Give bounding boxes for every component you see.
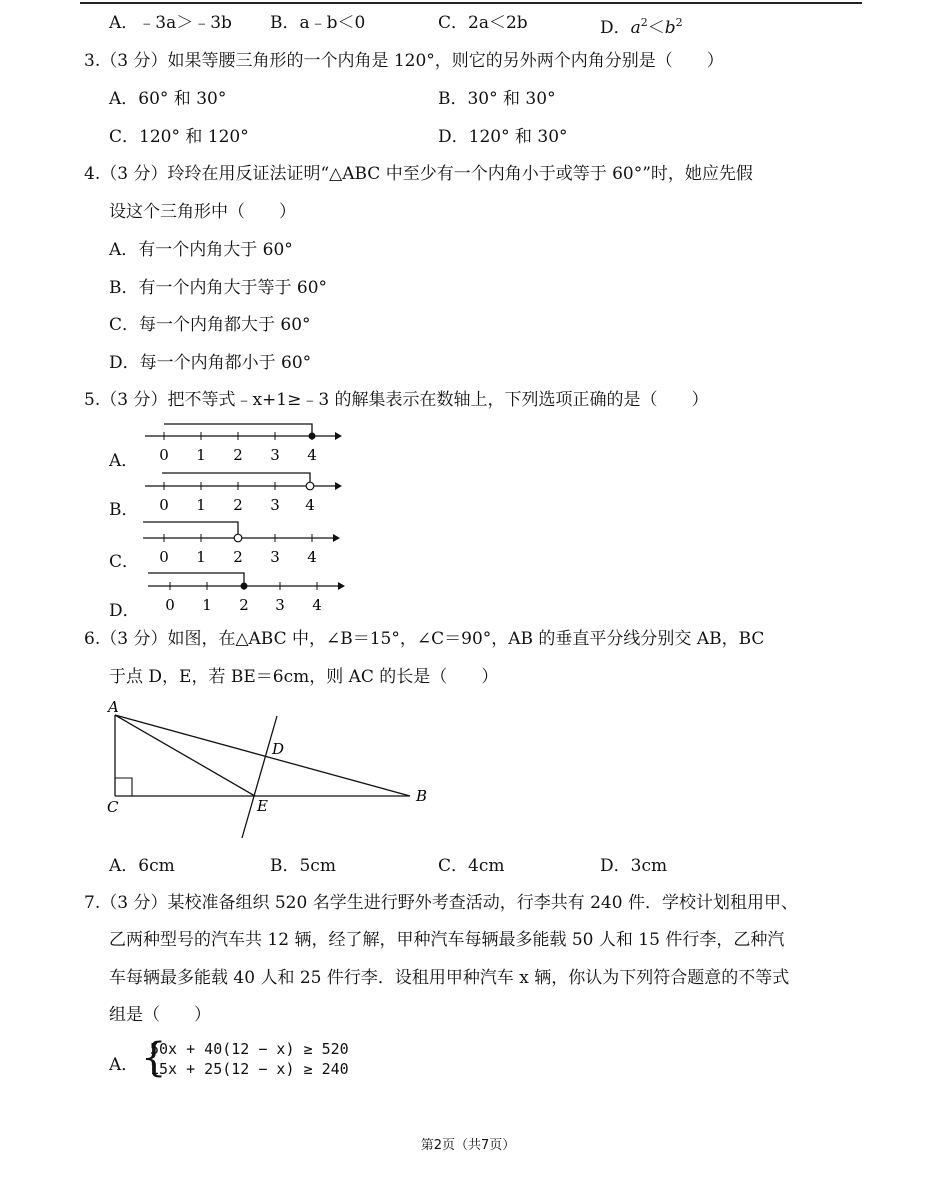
tick-label: 1 bbox=[202, 596, 212, 614]
q7-option-a-inequality-1: 50x + 40(12 − x) ≥ 520 bbox=[150, 1040, 349, 1058]
tick-label: 4 bbox=[305, 496, 315, 514]
q6-option-b: B．5cm bbox=[270, 856, 336, 876]
tick-label: 2 bbox=[239, 596, 249, 614]
q5-option-b-label: B． bbox=[109, 500, 139, 520]
q7-option-a-label: A． bbox=[109, 1055, 139, 1075]
q4-option-d: D．每一个内角都小于 60° bbox=[109, 353, 312, 373]
q2-option-c: C．2a＜2b bbox=[438, 13, 528, 33]
tick-label: 1 bbox=[196, 496, 206, 514]
q2-option-a: A．﹣3a＞﹣3b bbox=[109, 13, 232, 33]
q5-option-c-label: C． bbox=[109, 552, 140, 572]
tick-label: 0 bbox=[159, 446, 169, 464]
tick-label: 2 bbox=[233, 496, 243, 514]
q3-option-d: D．120° 和 30° bbox=[438, 127, 568, 147]
q6-stem-line2: 于点 D，E，若 BE＝6cm，则 AC 的长是（ ） bbox=[109, 667, 499, 687]
q4-option-a: A．有一个内角大于 60° bbox=[109, 240, 293, 260]
brace-icon: { bbox=[141, 1035, 167, 1081]
q5-number-line-d bbox=[140, 568, 345, 616]
tick-label: 0 bbox=[159, 548, 169, 566]
tick-label: 3 bbox=[275, 596, 285, 614]
point-label-d: D bbox=[272, 740, 285, 758]
tick-label: 1 bbox=[196, 548, 206, 566]
q6-option-c: C．4cm bbox=[438, 856, 505, 876]
tick-label: 4 bbox=[307, 446, 317, 464]
q5-number-line-b bbox=[140, 468, 340, 516]
q5-number-line-c bbox=[140, 520, 340, 568]
q7-stem-line2: 乙两种型号的汽车共 12 辆，经了解，甲种汽车每辆最多能载 50 人和 15 件行李，乙种汽 bbox=[109, 930, 785, 950]
q5-option-a-label: A． bbox=[109, 451, 139, 471]
q5-number-line-a bbox=[140, 418, 340, 466]
q2-option-d: D．$a^2<b^2$ bbox=[600, 16, 683, 38]
q5-option-d-label: D． bbox=[109, 601, 140, 621]
q4-stem-line1: 4.（3 分）玲玲在用反证法证明“△ABC 中至少有一个内角小于或等于 60°”时，她应先假 bbox=[84, 164, 753, 184]
top-divider bbox=[80, 2, 862, 4]
q7-stem-line3: 车每辆最多能载 40 人和 25 件行李．设租用甲种汽车 x 辆，你认为下列符合题意的不等式 bbox=[109, 968, 790, 988]
tick-label: 1 bbox=[196, 446, 206, 464]
q3-option-a: A．60° 和 30° bbox=[109, 89, 227, 109]
q6-triangle-figure bbox=[100, 697, 440, 847]
tick-label: 0 bbox=[159, 496, 169, 514]
tick-label: 3 bbox=[270, 548, 280, 566]
point-label-e: E bbox=[257, 797, 268, 815]
q7-stem-line1: 7.（3 分）某校准备组织 520 名学生进行野外考查活动，行李共有 240 件．学校计划租用甲、 bbox=[84, 893, 798, 913]
q4-stem-line2: 设这个三角形中（ ） bbox=[109, 202, 296, 222]
page-footer: 第2页（共7页） bbox=[420, 1138, 516, 1153]
q7-stem-line4: 组是（ ） bbox=[109, 1005, 211, 1025]
tick-label: 3 bbox=[270, 446, 280, 464]
q3-option-b: B．30° 和 30° bbox=[438, 89, 556, 109]
q6-option-a: A．6cm bbox=[109, 856, 175, 876]
q2-option-b: B．a﹣b＜0 bbox=[270, 13, 366, 33]
point-label-a: A bbox=[108, 698, 119, 716]
q4-option-c: C．每一个内角都大于 60° bbox=[109, 315, 311, 335]
tick-label: 4 bbox=[312, 596, 322, 614]
tick-label: 2 bbox=[233, 446, 243, 464]
tick-label: 3 bbox=[270, 496, 280, 514]
point-label-c: C bbox=[107, 798, 119, 816]
q6-stem-line1: 6.（3 分）如图，在△ABC 中，∠B＝15°，∠C＝90°，AB 的垂直平分线分别交 AB，BC bbox=[84, 629, 765, 649]
tick-label: 4 bbox=[307, 548, 317, 566]
q6-option-d: D．3cm bbox=[600, 856, 668, 876]
point-label-b: B bbox=[416, 787, 428, 805]
q3-option-c: C．120° 和 120° bbox=[109, 127, 249, 147]
tick-label: 2 bbox=[233, 548, 243, 566]
q5-stem: 5.（3 分）把不等式﹣x+1≥﹣3 的解集表示在数轴上，下列选项正确的是（ ） bbox=[84, 390, 709, 410]
q4-option-b: B．有一个内角大于等于 60° bbox=[109, 278, 328, 298]
q7-option-a-inequality-2: 15x + 25(12 − x) ≥ 240 bbox=[150, 1060, 349, 1078]
q3-stem: 3.（3 分）如果等腰三角形的一个内角是 120°，则它的另外两个内角分别是（ ） bbox=[84, 51, 724, 71]
tick-label: 0 bbox=[165, 596, 175, 614]
